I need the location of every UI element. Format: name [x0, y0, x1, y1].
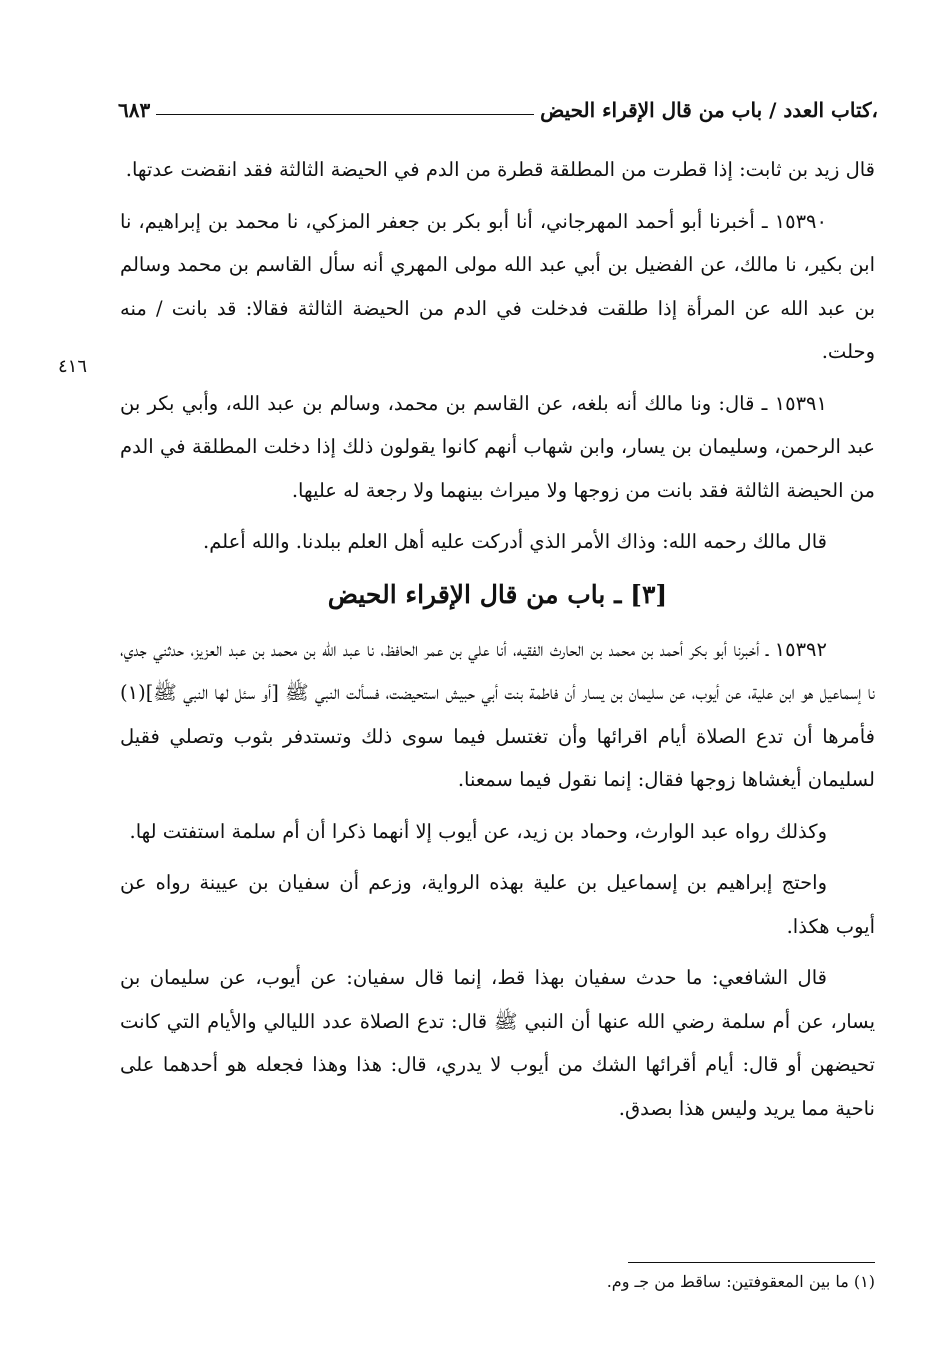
hadith-15392: ١٥٣٩٢ ـ أخبرنا أبو بكر أحمد بن محمد بن الحارث الفقيه، أنا علي بن عمر الحافظ، نا عبد الله بن محمد بن عبد العزيز، حدثني جدي، نا إسماعيل هو ابن علية، عن أيوب، عن سليمان بن يسار أن فاطمة بنت أبي حبيش استحيضت، فسألت النبي ﷺ [أو سئل لها النبي ﷺ](١) فأمرها أن تدع الصلاة أيام اقرائها وأن تغتسل فيما سوى ذلك وتستدفر بثوب وتصلي فقيل لسليمان أيغشاها زوجها فقال: إنما نقول فيما سمعنا.	[120, 637, 875, 791]
page-body	[120, 148, 875, 1138]
running-header	[118, 92, 878, 122]
hadith-15390: ١٥٣٩٠ ـ أخبرنا أبو أحمد المهرجاني، أنا أبو بكر بن جعفر المزكي، نا محمد بن إبراهيم، نا ابن بكير، نا مالك، عن الفضيل بن أبي عبد الله مولى المهري أنه سأل القاسم بن محمد وسالم بن عبد الله عن المرأة إذا طلقت فدخلت في الدم من الحيضة الثالثة فقالا: قد بانت / منه وحلت.	[120, 209, 875, 363]
hadith-15391: ١٥٣٩١ ـ قال: ونا مالك أنه بلغه، عن القاسم بن محمد، وسالم بن عبد الله، وأبي بكر بن عبد الرحمن، وسليمان بن يسار، وابن شهاب أنهم كانوا يقولون ذلك إذا دخلت المطلقة في الدم من الحيضة الثالثة فقد بانت من زوجها ولا ميراث بينهما ولا رجعة له عليها.	[120, 391, 875, 502]
footnote-rule	[628, 1262, 875, 1263]
paragraph-abd-al-warith: وكذلك رواه عبد الوارث، وحماد بن زيد، عن أيوب إلا أنهما ذكرا أن أم سلمة استفتت لها.	[129, 819, 827, 843]
header-rule	[156, 114, 534, 115]
paragraph-ibrahim: واحتج إبراهيم بن إسماعيل بن علية بهذه الرواية، وزعم أن سفيان بن عيينة رواه عن أيوب هكذا.	[120, 871, 875, 938]
paragraph-malik: قال مالك رحمه الله: وذاك الأمر الذي أدركت عليه أهل العلم ببلدنا. والله أعلم.	[203, 530, 827, 553]
running-header-title: ،كتاب العدد / باب من قال الإقراء الحيض	[540, 98, 878, 122]
footnote: (١) ما بين المعقوفتين: ساقط من جـ وم.	[606, 1272, 875, 1291]
paragraph-shafii: قال الشافعي: ما حدث سفيان بهذا قط، إنما قال سفيان: عن أيوب، عن سليمان بن يسار، عن أم سلمة رضي الله عنها أن النبي ﷺ قال: تدع الصلاة عدد الليالي والأيام التي كانت تحيضهن أو قال: أيام أقرائها الشك من أيوب لا يدري، قال: هذا وهذا فجعله هو أحدهما على ناحية مما يريد وليس هذا بصدق.	[120, 966, 875, 1120]
margin-page-reference: ٤١٦	[58, 356, 88, 377]
page-number: ٦٨٣	[118, 98, 151, 122]
chapter-title: [٣] ـ باب من قال الإقراء الحيض	[327, 579, 668, 609]
paragraph-zayd: قال زيد بن ثابت: إذا قطرت من المطلقة قطرة من الدم في الحيضة الثالثة فقد انقضت عدتها.	[125, 158, 875, 181]
